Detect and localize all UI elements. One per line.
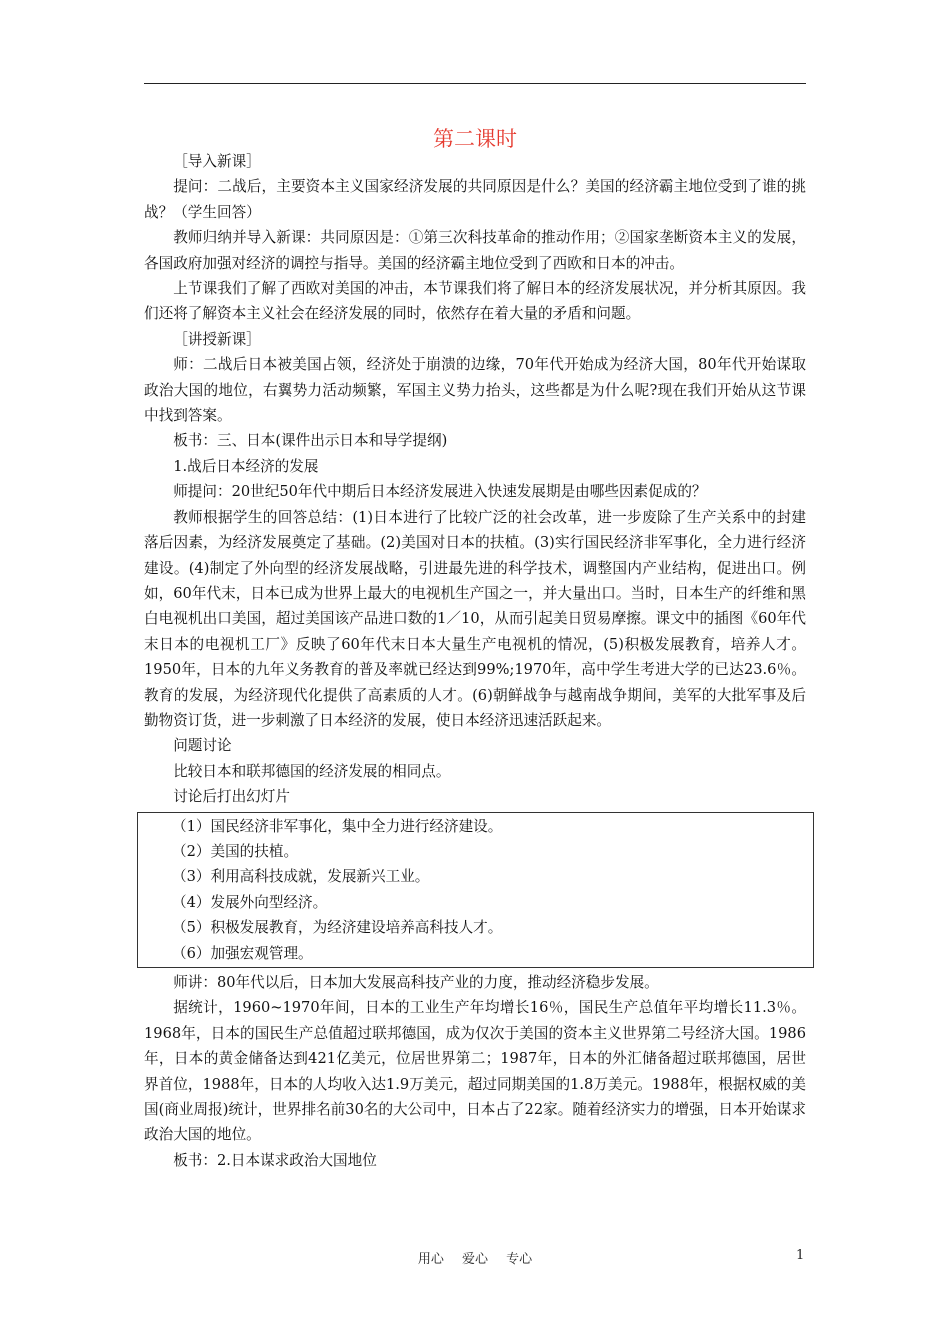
paragraph: ［导入新课］ [173,153,261,170]
paragraph: 比较日本和联邦德国的经济发展的相同点。 [173,762,451,780]
box-item: （3）利用高科技成就，发展新兴工业。 [172,868,430,886]
footer-text: 专心 [506,1252,533,1267]
paragraph: 问题讨论 [173,737,232,755]
box-item: （5）积极发展教育，为经济建设培养高科技人才。 [172,919,503,937]
paragraph: 板书：2.日本谋求政治大国地位 [173,1151,377,1169]
box-item: （4）发展外向型经济。 [172,893,328,911]
paragraph: 板书：三、日本(课件出示日本和导学提纲) [173,432,448,450]
paragraph: 1.战后日本经济的发展 [173,457,319,475]
page-number: 1 [796,1248,805,1263]
paragraph: 教师根据学生的回答总结：(1)日本进行了比较广泛的社会改革，进一步废除了生产关系中的封建落后因素，为经济发展奠定了基础。(2)美国对日本的扶植。(3)实行国民经济非军事化，全力进行经济建设。(4)制定了外向型的经济发展战略，引进最先进的科学技术，调整国内产业结构，促进出口。例如，60年代末，日本已成为世界上最大的电视机生产国之一，并大量出口。当时，日本生产的纤维和黑白电视机出口美国，超过美国该产品进口数的1／10，从而引起美日贸易摩擦。课文中的插图《60年代末日本的电视机工厂》反映了60年代末日本大量生产电视机的情况，(5)积极发展教育，培养人才。1950年，日本的九年义务教育的普及率就已经达到99%;1970年，高中学生考进大学的已达23.6％。教育的发展，为经济现代化提供了高素质的人才。(6)朝鲜战争与越南战争期间，美军的大批军事及后勤物资订货，进一步刺激了日本经济的发展，使日本经济迅速活跃起来。 [144,508,806,729]
footer-text: 爱心 [461,1252,488,1267]
paragraph: 提问：二战后，主要资本主义国家经济发展的共同原因是什么？美国的经济霸主地位受到了谁的挑战？（学生回答） [144,178,806,221]
paragraph: 讨论后打出幻灯片 [173,788,290,806]
page-title: 第二课时 [433,127,517,151]
box-item: （1）国民经济非军事化，集中全力进行经济建设。 [172,817,503,835]
page-footer [0,1248,950,1267]
paragraph: 师提问：20世纪50年代中期后日本经济发展进入快速发展期是由哪些因素促成的？ [173,483,707,501]
slide-box [137,812,814,968]
paragraph: 师讲：80年代以后，日本加大发展高科技产业的力度，推动经济稳步发展。 [173,974,659,991]
paragraph: 据统计，1960~1970年间，日本的工业生产年均增长16％，国民生产总值年平均增长11.3％。1968年，日本的国民生产总值超过联邦德国，成为仅次于美国的资本主义世界第二号经济大国。1986年，日本的黄金储备达到421亿美元，位居世界第二；1987年，日本的外汇储备超过联邦德国，居世界首位，1988年，日本的人均收入达1.9万美元，超过同期美国的1.8万美元。1988年，根据权威的美国(商业周报)统计，世界排名前30名的大公司中，日本占了22家。随着经济实力的增强，日本开始谋求政治大国的地位。 [144,999,806,1144]
paragraph: 上节课我们了解了西欧对美国的冲击，本节课我们将了解日本的经济发展状况，并分析其原因。我们还将了解资本主义社会在经济发展的同时，依然存在着大量的矛盾和问题。 [144,280,806,323]
paragraph: 教师归纳并导入新课：共同原因是：①第三次科技革命的推动作用；②国家垄断资本主义的发展，各国政府加强对经济的调控与指导。美国的经济霸主地位受到了西欧和日本的冲击。 [144,229,806,272]
footer-text: 用心 [417,1252,444,1267]
box-item: （2）美国的扶植。 [172,842,299,860]
document-body [144,149,806,1173]
paragraph: ［讲授新课］ [173,330,261,348]
box-item: （6）加强宏观管理。 [172,944,313,962]
paragraph: 师：二战后日本被美国占领，经济处于崩溃的边缘，70年代开始成为经济大国，80年代开始谋取政治大国的地位，右翼势力活动频繁，军国主义势力抬头，这些都是为什么呢?现在我们开始从这节课中找到答案。 [144,356,806,425]
header-rule [144,83,806,84]
